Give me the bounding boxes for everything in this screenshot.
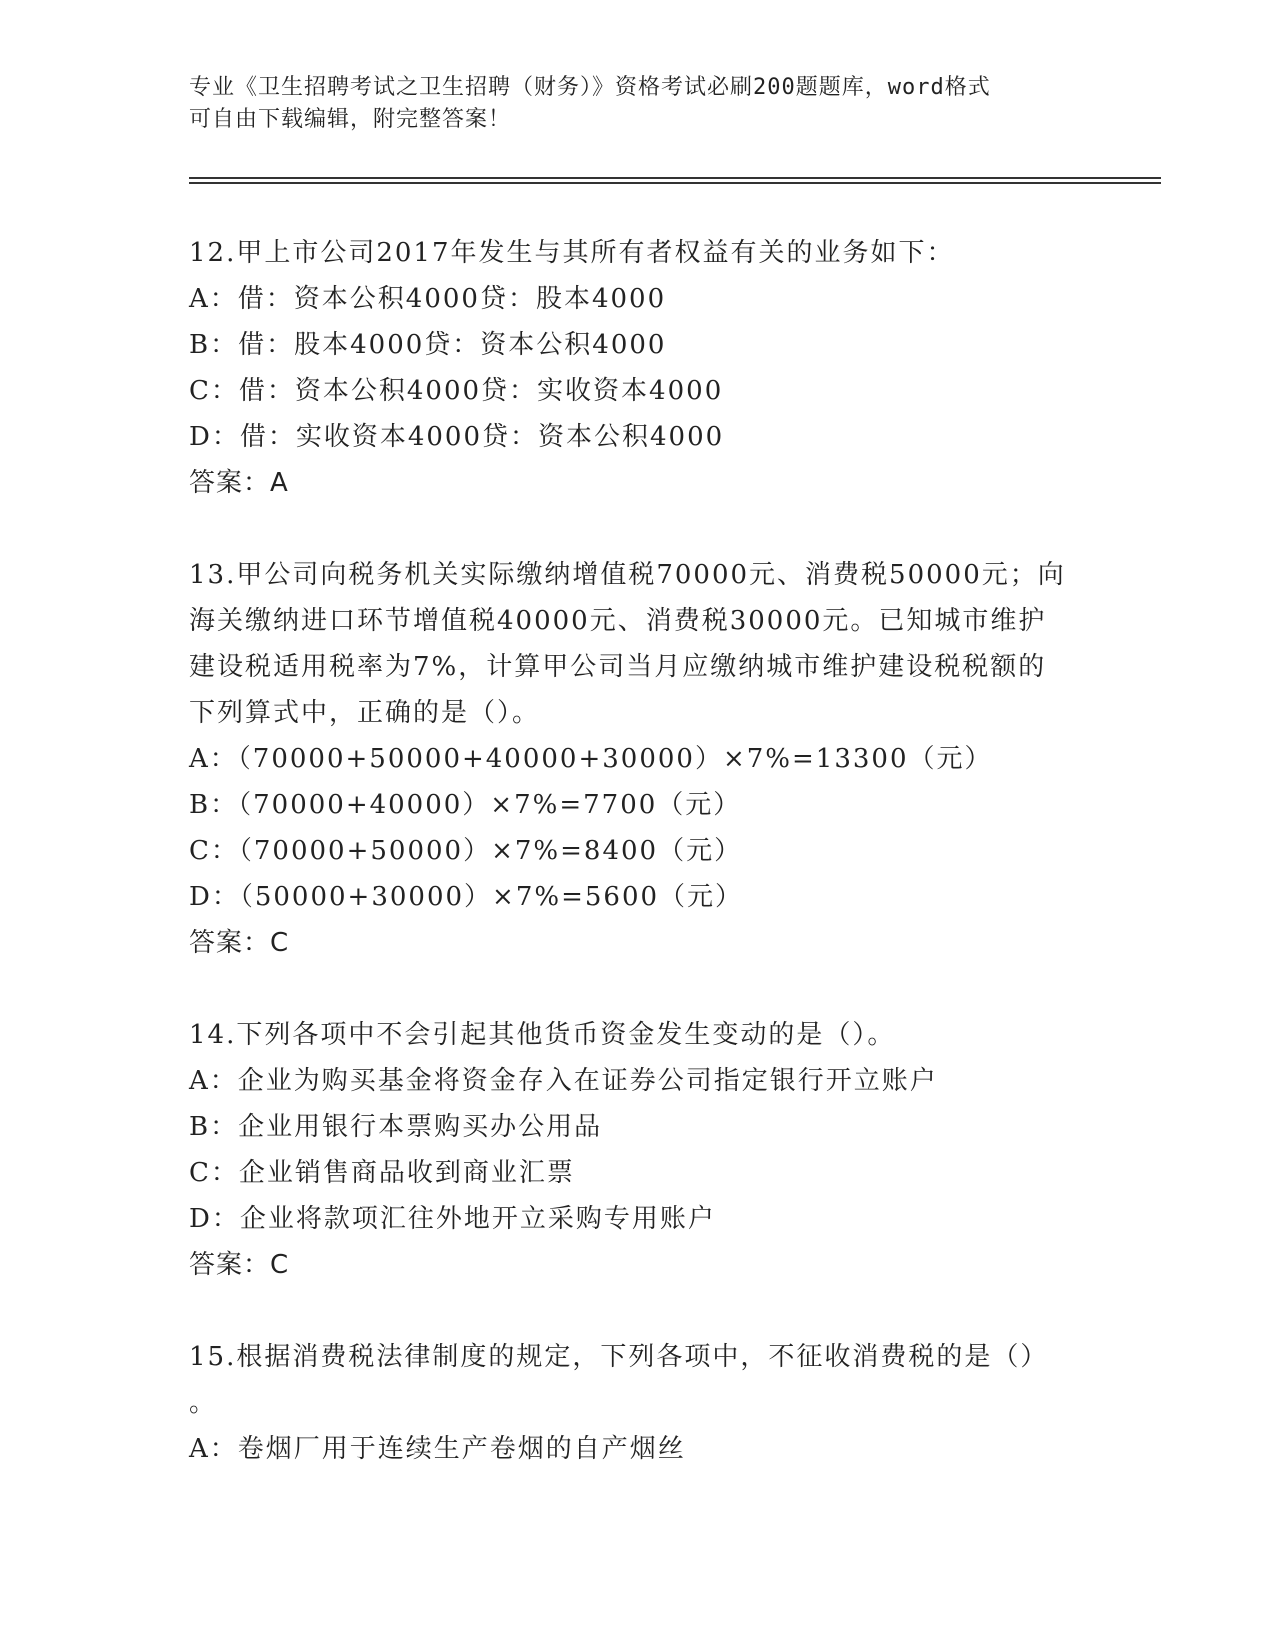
- question-stem: 。: [189, 1388, 218, 1418]
- option-d: D：（50000+30000）×7%=5600（元）: [189, 882, 744, 912]
- question-13: [189, 552, 1089, 966]
- option-c: C：（70000+50000）×7%=8400（元）: [189, 836, 743, 866]
- header-divider-top: [189, 177, 1161, 179]
- question-12: [189, 230, 1089, 506]
- answer-line: 答案：A: [189, 468, 289, 498]
- spacer: [189, 966, 1089, 1012]
- option-b: B：企业用银行本票购买办公用品: [189, 1112, 603, 1142]
- question-14: [189, 1012, 1089, 1288]
- header-divider-bottom: [189, 182, 1161, 184]
- option-a: A：借：资本公积4000贷：股本4000: [189, 284, 667, 314]
- option-b: B：借：股本4000贷：资本公积4000: [189, 330, 667, 360]
- question-stem: 14.下列各项中不会引起其他货币资金发生变动的是（）。: [189, 1020, 896, 1050]
- answer-line: 答案：C: [189, 928, 290, 958]
- question-stem: 15.根据消费税法律制度的规定，下列各项中，不征收消费税的是（）: [189, 1342, 1049, 1372]
- question-stem: 海关缴纳进口环节增值税40000元、消费税30000元。已知城市维护: [189, 606, 1047, 636]
- spacer: [189, 1288, 1089, 1334]
- option-a: A：（70000+50000+40000+30000）×7%=13300（元）: [189, 744, 993, 774]
- question-list: [189, 230, 1089, 1472]
- answer-line: 答案：C: [189, 1250, 290, 1280]
- option-b: B：（70000+40000）×7%=7700（元）: [189, 790, 742, 820]
- option-d: D：借：实收资本4000贷：资本公积4000: [189, 422, 725, 452]
- spacer: [189, 506, 1089, 552]
- document-header: [189, 72, 1079, 136]
- question-stem: 13.甲公司向税务机关实际缴纳增值税70000元、消费税50000元；向: [189, 560, 1066, 590]
- question-stem: 建设税适用税率为7%，计算甲公司当月应缴纳城市维护建设税税额的: [189, 652, 1047, 682]
- question-stem: 12.甲上市公司2017年发生与其所有者权益有关的业务如下：: [189, 238, 955, 268]
- header-line-1: 专业《卫生招聘考试之卫生招聘（财务）》资格考试必刷200题题库，word格式: [189, 75, 991, 100]
- option-d: D：企业将款项汇往外地开立采购专用账户: [189, 1204, 716, 1234]
- question-stem: 下列算式中，正确的是（）。: [189, 698, 541, 728]
- option-a: A：企业为购买基金将资金存入在证券公司指定银行开立账户: [189, 1066, 938, 1096]
- option-c: C：企业销售商品收到商业汇票: [189, 1158, 575, 1188]
- option-c: C：借：资本公积4000贷：实收资本4000: [189, 376, 724, 406]
- option-a: A：卷烟厂用于连续生产卷烟的自产烟丝: [189, 1434, 686, 1464]
- question-15: [189, 1334, 1089, 1472]
- header-line-2: 可自由下载编辑，附完整答案！: [189, 107, 512, 132]
